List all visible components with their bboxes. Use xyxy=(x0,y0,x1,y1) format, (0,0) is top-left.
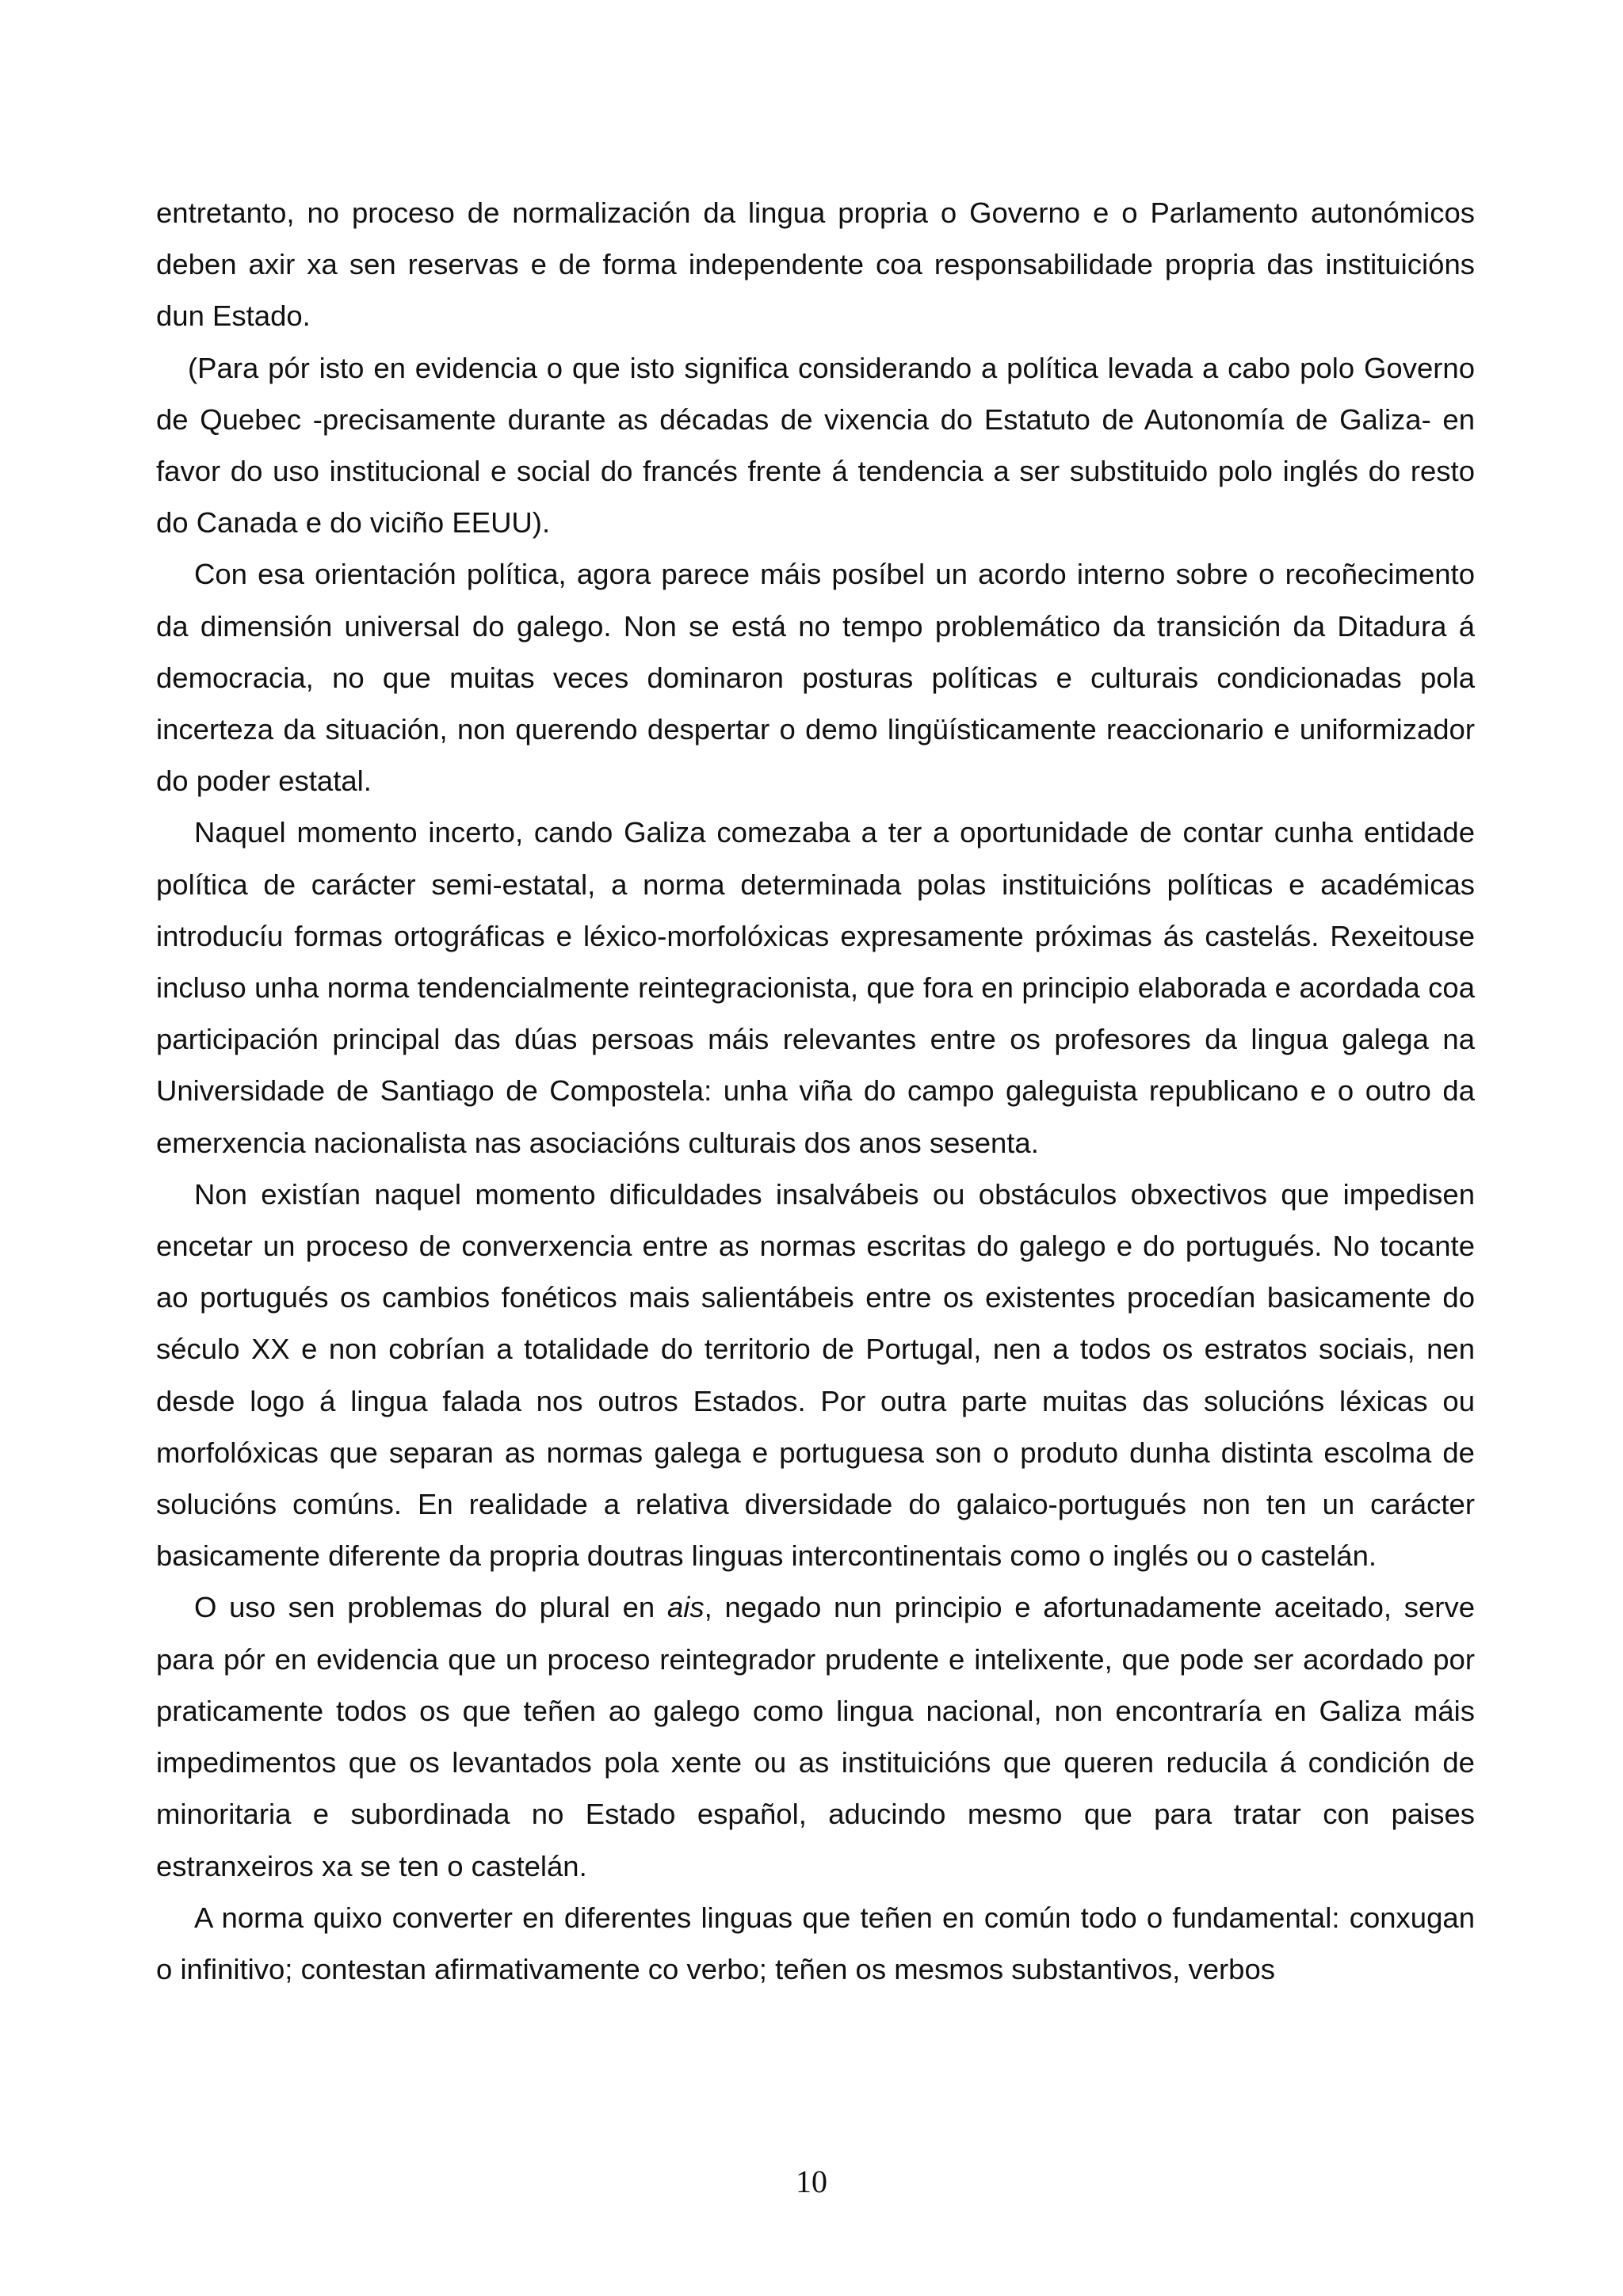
page-body xyxy=(156,187,1475,1995)
page-number: 10 xyxy=(796,2164,827,2199)
paragraph xyxy=(156,1581,1475,1891)
paragraph-text: , negado nun principio e afortunadamente aceitado, serve para pór en evidencia que un proceso reintegrador prudente e intelixente, que pode ser acordado por praticamente todos os que teñen ao galego como lingua nacional, non encontraría en Galiza máis impedimentos que os levantados pola xente ou as instituicións que queren reducila á condición de minoritaria e subordinada no Estado español, aducindo mesmo que para tratar con paises estranxeiros xa se ten o castelán. xyxy=(156,1591,1475,1882)
italic-term: ais xyxy=(666,1591,705,1624)
paragraph: (Para pór isto en evidencia o que isto significa considerando a política levada a cabo polo Governo de Quebec -precisamente durante as décadas de vixencia do Estatuto de Autonomía de Galiza- en favor do uso institucional e social do francés frente á tendencia a ser substituido polo inglés do resto do Canada e do viciño EEUU). xyxy=(156,351,1475,540)
paragraph: Non existían naquel momento dificuldades insalvábeis ou obstáculos obxectivos que impedisen encetar un proceso de converxencia entre as normas escritas do galego e do portugués. No tocante ao portugués os cambios fonéticos mais salientábeis entre os existentes procedían basicamente do século XX e non cobrían a totalidade do territorio de Portugal, nen a todos os estratos sociais, nen desde logo á lingua falada nos outros Estados. Por outra parte muitas das solucións léxicas ou morfolóxicas que separan as normas galega e portuguesa son o produto dunha distinta escolma de solucións comúns. En realidade a relativa diversidade do galaico-portugués non ten un carácter basicamente diferente da propria doutras linguas intercontinentais como o inglés ou o castelán. xyxy=(156,1177,1475,1573)
paragraph: Naquel momento incerto, cando Galiza comezaba a ter a oportunidade de contar cunha entidade política de carácter semi-estatal, a norma determinada polas instituicións políticas e académicas introducíu formas ortográficas e léxico-morfolóxicas expresamente próximas ás castelás. Rexeitouse incluso unha norma tendencialmente reintegracionista, que fora en principio elaborada e acordada coa participación principal das dúas persoas máis relevantes entre os profesores da lingua galega na Universidade de Santiago de Compostela: unha viña do campo galeguista republicano e o outro da emerxencia nacionalista nas asociacións culturais dos anos sesenta. xyxy=(156,816,1475,1159)
paragraph: Con esa orientación política, agora parece máis posíbel un acordo interno sobre o recoñecimento da dimensión universal do galego. Non se está no tempo problemático da transición da Ditadura á democracia, no que muitas veces dominaron posturas políticas e culturais condicionadas pola incerteza da situación, non querendo despertar o demo lingüísticamente reaccionario e uniformizador do poder estatal. xyxy=(156,558,1475,798)
paragraph: A norma quixo converter en diferentes linguas que teñen en común todo o fundamental: conxugan o infinitivo; contestan afirmativamente co verbo; teñen os mesmos substantivos, verbos xyxy=(156,1901,1475,1985)
paragraph-text: O uso sen problemas do plural en xyxy=(194,1591,667,1624)
paragraph: entretanto, no proceso de normalización da lingua propria o Governo e o Parlamento autonómicos deben axir xa sen reservas e de forma independente coa responsabilidade propria das instituicións dun Estado. xyxy=(156,196,1475,333)
